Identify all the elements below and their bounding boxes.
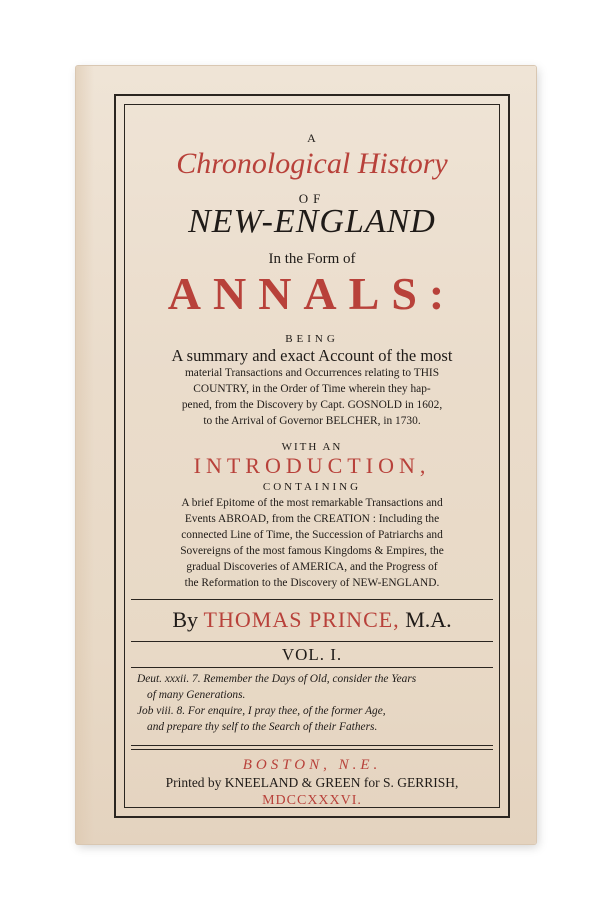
title-page [76,66,536,844]
summary-line-3: COUNTRY, in the Order of Time wherein they hap- [193,383,431,395]
epigraph-line-2: of many Generations. [147,689,246,701]
author-line [125,607,499,633]
rule-above-author [131,599,493,600]
containing: CONTAINING [262,481,362,493]
summary-line-4: pened, from the Discovery by Capt. GOSNOLD in 1602, [181,399,443,411]
title-of: OF [298,191,326,206]
imprint-printer: Printed by KNEELAND & GREEN for S. GERRISH, [165,775,459,790]
title-line-1: Chronological History [176,147,448,180]
author-name: THOMAS PRINCE, [203,607,400,632]
summary-line-2: material Transactions and Occurrences relating to THIS [184,367,440,379]
being: BEING [285,333,339,345]
introduction: INTRODUCTION, [193,453,431,478]
rule-above-imprint-1 [131,745,493,746]
in-the-form-of: In the Form of [268,251,356,267]
rule-below-volume [131,667,493,668]
with-an: WITH AN [281,441,343,453]
title-annals: ANNALS: [167,268,457,319]
author-degree: M.A. [405,607,452,632]
intro-line-1: A brief Epitome of the most remarkable Transactions and [181,497,443,509]
page-border-outer [114,94,510,818]
epigraph-line-4: and prepare thy self to the Search of their Fathers. [147,721,378,733]
page-border-inner [124,104,500,808]
rule-above-volume [131,641,493,642]
intro-line-6: the Reformation to the Discovery of NEW-ENGLAND. [184,577,440,589]
summary-line-1: A summary and exact Account of the most [171,346,453,365]
rule-above-imprint-2 [131,749,493,750]
title-region: NEW-ENGLAND [188,203,436,240]
intro-line-2: Events ABROAD, from the CREATION : Including the [184,513,440,525]
epigraph-line-1: Deut. xxxii. 7. Remember the Days of Old, consider the Years [137,673,417,685]
summary-line-5: to the Arrival of Governor BELCHER, in 1730. [203,415,421,427]
volume: VOL. I. [281,645,343,664]
intro-line-3: connected Line of Time, the Succession of Patriarchs and [181,529,443,541]
imprint-place: BOSTON, N.E. [242,757,382,773]
intro-line-5: gradual Discoveries of AMERICA, and the Progress of [186,561,438,573]
intro-line-4: Sovereigns of the most famous Kingdoms & Empires, the [180,545,444,557]
epigraph-line-3: Job viii. 8. For enquire, I pray thee, of the former Age, [137,705,386,717]
imprint-year: MDCCXXXVI. [262,793,362,808]
by-label: By [172,607,199,632]
article-a: A [307,131,317,145]
